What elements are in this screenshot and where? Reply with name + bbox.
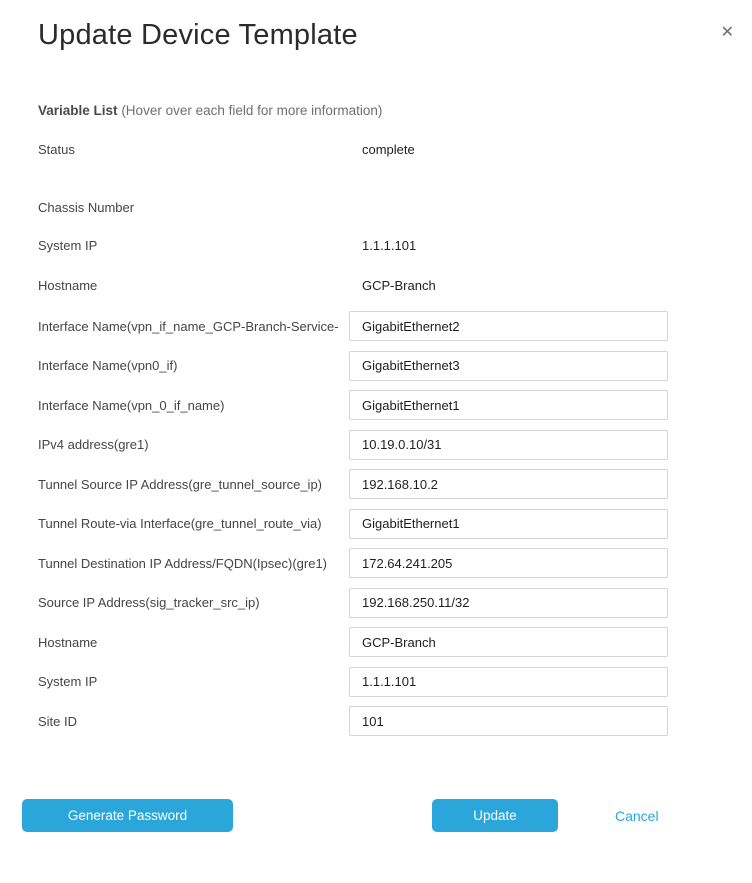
field-label: System IP bbox=[38, 237, 98, 253]
input-field-row bbox=[38, 667, 752, 697]
static-field-row bbox=[38, 277, 752, 293]
input-field-row bbox=[38, 311, 752, 341]
field-input[interactable] bbox=[349, 706, 668, 736]
variable-list-label: Variable List bbox=[38, 103, 118, 118]
field-label: Interface Name(vpn_0_if_name) bbox=[38, 397, 225, 413]
field-label: Site ID bbox=[38, 713, 78, 729]
field-label: Hostname bbox=[38, 634, 98, 650]
update-button[interactable]: Update bbox=[432, 799, 558, 832]
input-field-row bbox=[38, 548, 752, 578]
variable-list-note: (Hover over each field for more information) bbox=[121, 103, 383, 118]
input-field-row bbox=[38, 509, 752, 539]
input-field-row bbox=[38, 469, 752, 499]
field-input[interactable] bbox=[349, 627, 668, 657]
input-field-row bbox=[38, 390, 752, 420]
field-label: Status bbox=[38, 141, 75, 157]
static-field-row bbox=[38, 199, 752, 215]
field-input[interactable] bbox=[349, 311, 668, 341]
field-label: IPv4 address(gre1) bbox=[38, 437, 149, 452]
static-field-row bbox=[38, 141, 752, 157]
input-field-row bbox=[38, 351, 752, 381]
field-input[interactable] bbox=[349, 509, 668, 539]
field-label: Hostname bbox=[38, 277, 98, 293]
dialog-title: Update Device Template bbox=[38, 19, 358, 51]
variable-list-form bbox=[0, 141, 752, 736]
close-icon[interactable]: ✕ bbox=[719, 21, 736, 45]
input-field-row bbox=[38, 706, 752, 736]
field-label: Tunnel Source IP Address(gre_tunnel_source_ip) bbox=[38, 476, 323, 492]
static-rows-group bbox=[0, 141, 752, 293]
input-field-row bbox=[38, 627, 752, 657]
input-rows-group bbox=[0, 311, 752, 736]
field-label: Source IP Address(sig_tracker_src_ip) bbox=[38, 595, 260, 610]
field-input[interactable] bbox=[349, 548, 668, 578]
field-input[interactable] bbox=[349, 469, 668, 499]
field-input[interactable] bbox=[349, 390, 668, 420]
field-input[interactable] bbox=[349, 588, 668, 618]
generate-password-button[interactable]: Generate Password bbox=[22, 799, 233, 832]
input-field-row bbox=[38, 588, 752, 618]
field-input[interactable] bbox=[349, 667, 668, 697]
field-value: GCP-Branch bbox=[362, 277, 436, 293]
field-input[interactable] bbox=[349, 351, 668, 381]
dialog-footer bbox=[22, 799, 752, 832]
field-value: complete bbox=[362, 141, 415, 157]
field-label: System IP bbox=[38, 674, 98, 689]
input-field-row bbox=[38, 430, 752, 460]
field-label: Interface Name(vpn0_if) bbox=[38, 358, 178, 373]
variable-list-heading bbox=[38, 103, 752, 118]
field-value: 1.1.1.101 bbox=[362, 237, 417, 253]
field-label: Tunnel Route-via Interface(gre_tunnel_route_via) bbox=[38, 516, 322, 531]
field-input[interactable] bbox=[349, 430, 668, 460]
field-label: Chassis Number bbox=[38, 199, 135, 215]
field-label: Tunnel Destination IP Address/FQDN(Ipsec)(gre1) bbox=[38, 555, 328, 571]
cancel-button[interactable]: Cancel bbox=[615, 807, 659, 824]
static-field-row bbox=[38, 237, 752, 253]
field-label: Interface Name(vpn_if_name_GCP-Branch-Service- bbox=[38, 318, 339, 334]
